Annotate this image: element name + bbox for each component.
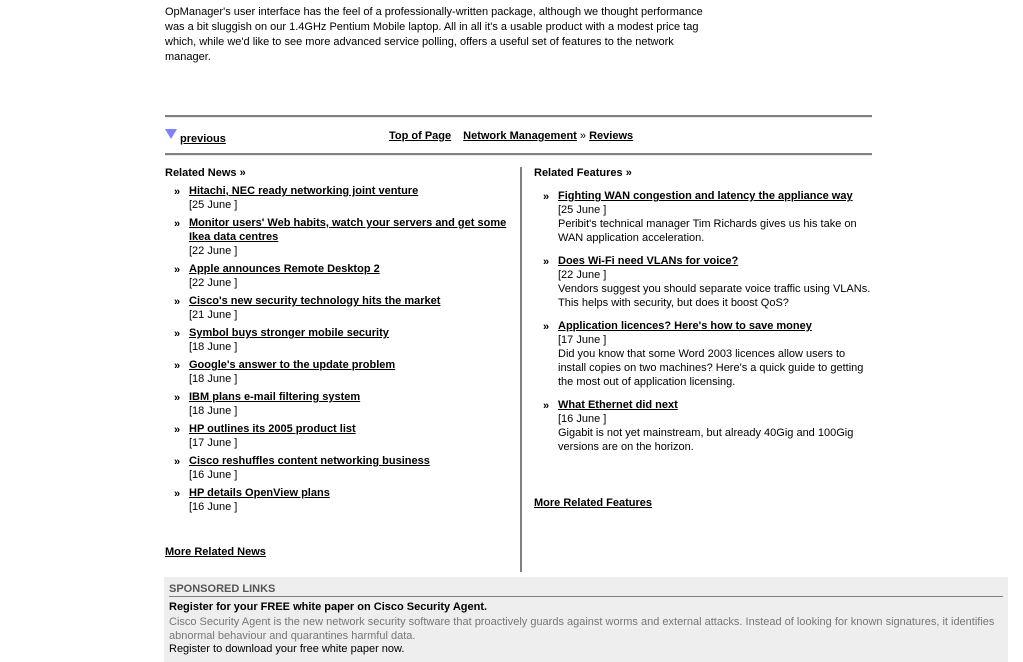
list-item — [165, 326, 510, 354]
top-of-page-link[interactable]: Top of Page — [389, 130, 452, 142]
news-link[interactable]: Cisco reshuffles content networking business — [189, 455, 430, 467]
news-date: [16 June ] — [189, 469, 238, 481]
bullet-icon: » — [174, 456, 181, 468]
bullet-icon: » — [174, 392, 181, 404]
bullet-icon: » — [174, 264, 181, 276]
feature-description: Peribit's technical manager Tim Richards gives us his take on WAN application acceleration. — [558, 218, 857, 244]
related-features-list — [534, 189, 874, 454]
related-news-section — [165, 167, 510, 518]
list-item — [165, 216, 510, 258]
related-features-heading: Related Features » — [534, 167, 632, 179]
list-item — [165, 184, 510, 212]
article-closing-paragraph: OpManager's user interface has the feel of a professionally-written package, although we thought performance was a bit sluggish on our 1.4GHz Pentium Mobile laptop. All in all it's a usable product with a modest price tag which, while we'd like to see more advanced service polling, offers a useful set of features to the network manager. — [165, 6, 703, 63]
feature-date: [25 June ] — [558, 204, 607, 216]
feature-date: [16 June ] — [558, 413, 607, 425]
bullet-icon: » — [174, 218, 181, 230]
feature-link[interactable]: Fighting WAN congestion and latency the appliance way — [558, 190, 853, 202]
list-item — [165, 262, 510, 290]
feature-link[interactable]: Does Wi-Fi need VLANs for voice? — [558, 255, 739, 267]
feature-link[interactable]: What Ethernet did next — [558, 399, 678, 411]
list-item — [165, 294, 510, 322]
list-item — [165, 486, 510, 514]
related-news-heading: Related News » — [165, 167, 246, 179]
news-link[interactable]: Symbol buys stronger mobile security — [189, 327, 389, 339]
list-item — [165, 454, 510, 482]
breadcrumb-network-management[interactable]: Network Management — [463, 130, 577, 142]
triangle-down-icon — [165, 129, 177, 139]
breadcrumb-separator: » — [579, 130, 587, 142]
bullet-icon: » — [174, 424, 181, 436]
list-item — [165, 390, 510, 418]
feature-description: Did you know that some Word 2003 licences allow users to install copies on two machines? Here's a quick guide to getting the most out of application licensing. — [558, 348, 864, 388]
bullet-icon: » — [543, 191, 550, 203]
news-date: [21 June ] — [189, 309, 238, 321]
news-link[interactable]: Monitor users' Web habits, watch your servers and get some Ikea data centres — [189, 217, 507, 243]
column-divider — [520, 167, 522, 572]
news-link[interactable]: IBM plans e-mail filtering system — [189, 391, 361, 403]
bullet-icon: » — [174, 186, 181, 198]
previous-link[interactable]: previous — [180, 133, 226, 145]
news-date: [22 June ] — [189, 245, 238, 257]
sponsored-ad-cta[interactable]: Register to download your free white paper now. — [169, 643, 405, 655]
more-related-news-link[interactable]: More Related News — [165, 546, 266, 558]
news-link[interactable]: HP outlines its 2005 product list — [189, 423, 356, 435]
list-item — [534, 319, 873, 389]
previous-link-group[interactable] — [165, 128, 226, 145]
news-date: [25 June ] — [189, 199, 238, 211]
feature-date: [17 June ] — [558, 334, 607, 346]
list-item — [534, 189, 873, 245]
feature-link[interactable]: Application licences? Here's how to save money — [558, 320, 812, 332]
sponsored-divider — [169, 596, 1003, 597]
news-date: [17 June ] — [189, 437, 238, 449]
news-link[interactable]: Google's answer to the update problem — [189, 359, 396, 371]
bullet-icon: » — [174, 296, 181, 308]
sponsored-links-heading: SPONSORED LINKS — [169, 583, 276, 595]
news-link[interactable]: Cisco's new security technology hits the market — [189, 295, 441, 307]
news-date: [18 June ] — [189, 405, 238, 417]
news-date: [18 June ] — [189, 373, 238, 385]
list-item — [534, 254, 873, 310]
list-item — [165, 358, 510, 386]
bottom-rule — [165, 153, 872, 156]
bullet-icon: » — [543, 256, 550, 268]
breadcrumb — [389, 130, 633, 142]
news-link[interactable]: Hitachi, NEC ready networking joint venture — [189, 185, 419, 197]
sponsored-ad-title[interactable]: Register for your FREE white paper on Cisco Security Agent. — [169, 601, 488, 613]
news-date: [16 June ] — [189, 501, 238, 513]
top-rule — [165, 115, 872, 118]
more-related-features-link[interactable]: More Related Features — [534, 497, 652, 509]
breadcrumb-reviews[interactable]: Reviews — [589, 130, 634, 142]
news-date: [22 June ] — [189, 277, 238, 289]
bullet-icon: » — [174, 328, 181, 340]
feature-date: [22 June ] — [558, 269, 607, 281]
related-features-section — [534, 167, 874, 463]
news-date: [18 June ] — [189, 341, 238, 353]
bullet-icon: » — [543, 321, 550, 333]
feature-description: Vendors suggest you should separate voice traffic using VLANs. This helps with security, but does it boost QoS? — [558, 283, 871, 309]
news-link[interactable]: HP details OpenView plans — [189, 487, 330, 499]
bullet-icon: » — [174, 488, 181, 500]
bullet-icon: » — [543, 400, 550, 412]
bullet-icon: » — [174, 360, 181, 372]
list-item — [534, 398, 873, 454]
page-navigation — [165, 128, 872, 148]
list-item — [165, 422, 510, 450]
news-link[interactable]: Apple announces Remote Desktop 2 — [189, 263, 380, 275]
sponsored-links-box — [164, 577, 1008, 662]
feature-description: Gigabit is not yet mainstream, but already 40Gig and 100Gig versions are on the horizon. — [558, 427, 854, 453]
related-news-list — [165, 184, 510, 514]
sponsored-ad-description: Cisco Security Agent is the new network security software that proactively guards against worms and external attacks. Instead of looking for known signatures, it identifies abnormal behaviour and quarantines harmful data. — [169, 616, 995, 642]
